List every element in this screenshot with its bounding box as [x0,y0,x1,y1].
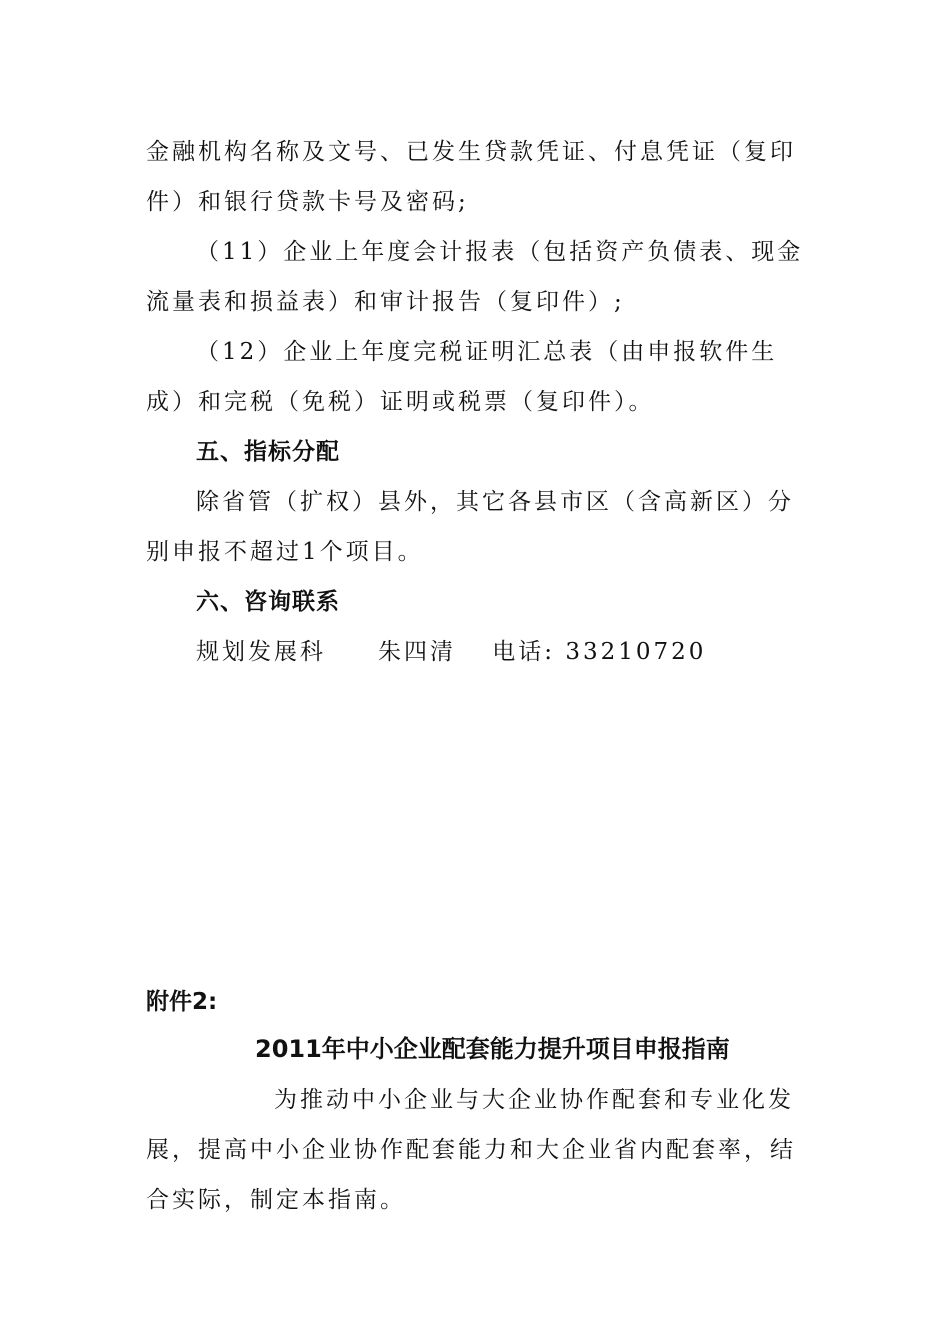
list-item-11-line: （11）企业上年度会计报表（包括资产负债表、现金 [196,239,804,265]
paragraph-line: 展，提高中小企业协作配套能力和大企业省内配套率，结 [146,1137,796,1163]
document-title: 2011年中小企业配套能力提升项目申报指南 [255,1035,730,1063]
paragraph-line: 金融机构名称及文号、已发生贷款凭证、付息凭证（复印 [146,139,796,165]
list-item-12-line: 成）和完税（免税）证明或税票（复印件）。 [146,389,655,415]
list-item-12-line: （12）企业上年度完税证明汇总表（由申报软件生 [196,339,778,365]
paragraph-line: 除省管（扩权）县外，其它各县市区（含高新区）分 [196,489,794,515]
section-heading: 五、指标分配 [196,439,340,465]
contact-line: 规划发展科 朱四清 电话: 33210720 [196,639,707,665]
attachment-label: 附件2: [146,989,218,1015]
paragraph-line: 别申报不超过1个项目。 [146,539,424,565]
section-heading: 六、咨询联系 [196,589,340,615]
paragraph-line: 为推动中小企业与大企业协作配套和专业化发 [274,1087,794,1113]
paragraph-line: 件）和银行贷款卡号及密码; [146,189,469,215]
list-item-11-line: 流量表和损益表）和审计报告（复印件）; [146,289,625,315]
paragraph-line: 合实际，制定本指南。 [146,1187,406,1213]
